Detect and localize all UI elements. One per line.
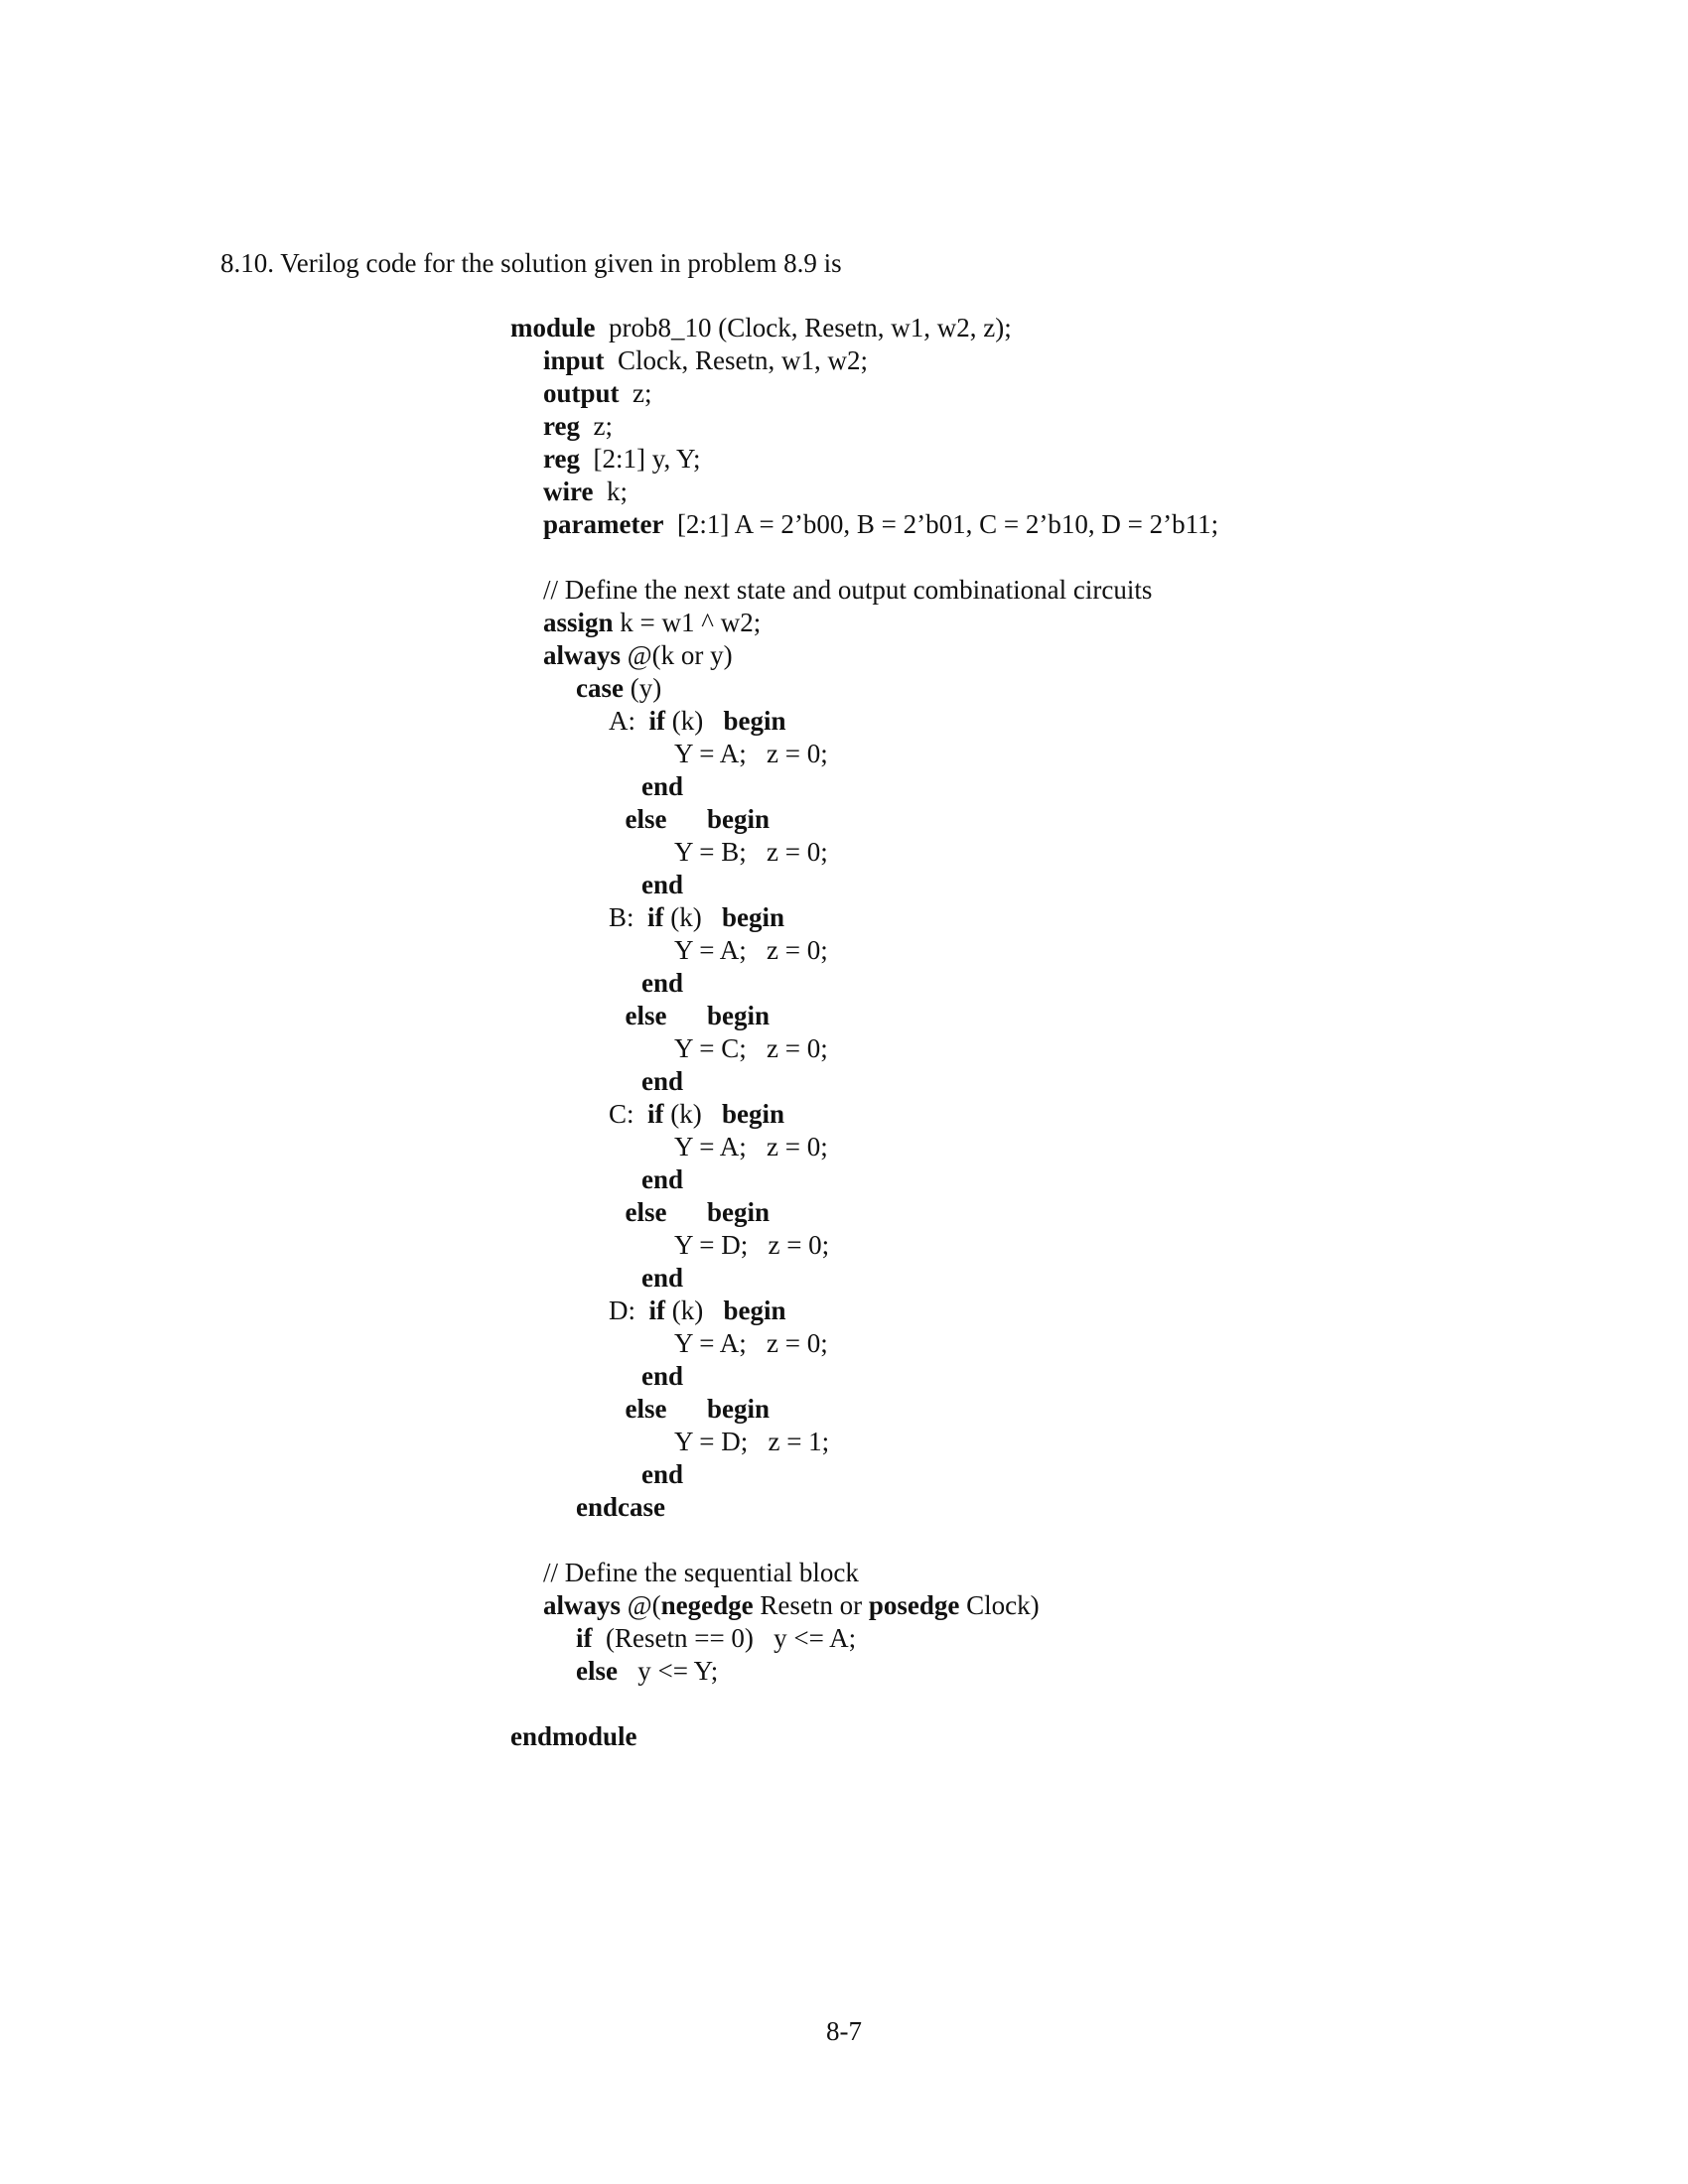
code-text: Resetn or <box>753 1590 869 1620</box>
code-keyword: always <box>543 640 622 670</box>
code-line <box>641 967 683 1000</box>
code-line <box>641 869 683 901</box>
code-keyword: else <box>625 1197 667 1227</box>
code-text: (k) <box>665 706 724 736</box>
code-line <box>626 1393 771 1426</box>
code-line <box>543 410 613 443</box>
code-text: prob8_10 (Clock, Resetn, w1, w2, z); <box>595 313 1012 342</box>
code-line <box>674 836 828 869</box>
code-keyword: posedge <box>868 1590 960 1620</box>
code-keyword: if <box>576 1623 593 1653</box>
code-keyword: else <box>625 1394 667 1424</box>
code-keyword: begin <box>706 1001 771 1030</box>
code-text: (k) <box>663 1099 722 1129</box>
code-text <box>666 804 707 834</box>
code-line <box>674 1229 829 1262</box>
code-line <box>576 1622 856 1655</box>
code-keyword: if <box>648 706 665 736</box>
code-line <box>641 1065 683 1098</box>
code-line <box>543 443 700 476</box>
code-line <box>641 1163 683 1196</box>
code-line <box>543 574 1152 607</box>
code-text: @( <box>621 1590 661 1620</box>
code-line <box>626 1196 771 1229</box>
code-line <box>626 803 771 836</box>
code-keyword: module <box>510 313 596 342</box>
code-line <box>641 1262 683 1295</box>
code-text: k; <box>593 477 628 506</box>
code-text: [2:1] y, Y; <box>579 444 701 474</box>
code-text: // Define the sequential block <box>543 1558 859 1587</box>
code-text: z; <box>579 411 613 441</box>
code-line <box>641 1360 683 1393</box>
code-keyword: begin <box>723 1296 786 1325</box>
code-text: Y = A; z = 0; <box>674 1132 828 1161</box>
code-keyword: end <box>641 1361 684 1391</box>
code-line <box>543 1557 859 1589</box>
code-text: Y = C; z = 0; <box>674 1033 828 1063</box>
code-keyword: output <box>543 378 620 408</box>
code-text: B: <box>609 902 648 932</box>
code-text: Y = D; z = 1; <box>674 1427 830 1456</box>
code-line <box>543 377 652 410</box>
code-keyword: end <box>641 1066 684 1096</box>
code-keyword: end <box>641 870 684 899</box>
code-line <box>510 1720 637 1753</box>
code-line <box>609 1098 784 1131</box>
code-text: z; <box>619 378 652 408</box>
code-text: Clock, Resetn, w1, w2; <box>604 345 869 375</box>
code-line <box>674 738 828 770</box>
code-text: (y) <box>623 673 662 703</box>
code-line <box>609 901 784 934</box>
code-text <box>666 1001 707 1030</box>
code-keyword: negedge <box>660 1590 754 1620</box>
code-keyword: end <box>641 968 684 998</box>
code-text: [2:1] A = 2’b00, B = 2’b01, C = 2’b10, D = 2’b11; <box>663 509 1219 539</box>
code-keyword: endcase <box>576 1492 665 1522</box>
code-line <box>576 1655 718 1688</box>
code-line <box>641 770 683 803</box>
code-keyword: assign <box>543 608 614 637</box>
code-line <box>609 1295 786 1327</box>
code-text: k = w1 ^ w2; <box>613 608 762 637</box>
code-text: Y = B; z = 0; <box>674 837 828 867</box>
code-line <box>576 672 661 705</box>
code-keyword: end <box>641 1459 684 1489</box>
code-line <box>543 1589 1040 1622</box>
code-keyword: else <box>576 1656 618 1686</box>
code-text: // Define the next state and output combinational circuits <box>543 575 1153 605</box>
code-text: (k) <box>663 902 722 932</box>
code-keyword: always <box>543 1590 622 1620</box>
code-keyword: endmodule <box>510 1721 637 1751</box>
code-keyword: begin <box>722 902 785 932</box>
code-keyword: end <box>641 771 684 801</box>
code-keyword: end <box>641 1263 684 1293</box>
code-keyword: if <box>648 1296 665 1325</box>
code-line <box>674 1327 828 1360</box>
code-text: D: <box>609 1296 649 1325</box>
code-line <box>641 1458 683 1491</box>
code-line <box>543 508 1218 541</box>
code-line <box>674 1426 829 1458</box>
code-keyword: case <box>576 673 624 703</box>
code-keyword: input <box>543 345 605 375</box>
code-line <box>609 705 786 738</box>
code-keyword: reg <box>543 411 580 441</box>
code-line <box>674 934 828 967</box>
code-text: Clock) <box>959 1590 1040 1620</box>
code-keyword: begin <box>723 706 786 736</box>
code-keyword: begin <box>706 804 771 834</box>
code-keyword: else <box>625 804 667 834</box>
code-text: Y = D; z = 0; <box>674 1230 830 1260</box>
code-text: @(k or y) <box>621 640 733 670</box>
code-line <box>543 639 733 672</box>
code-text: Y = A; z = 0; <box>674 1328 828 1358</box>
code-text: Y = A; z = 0; <box>674 739 828 768</box>
code-text <box>666 1394 707 1424</box>
code-text: (k) <box>665 1296 724 1325</box>
code-keyword: if <box>647 1099 664 1129</box>
code-keyword: begin <box>706 1394 771 1424</box>
code-line <box>674 1131 828 1163</box>
code-keyword: wire <box>543 477 594 506</box>
code-keyword: begin <box>722 1099 785 1129</box>
code-text: y <= Y; <box>617 1656 719 1686</box>
code-keyword: parameter <box>543 509 664 539</box>
page-number: 8-7 <box>826 2016 862 2046</box>
code-text: Y = A; z = 0; <box>674 935 828 965</box>
code-keyword: reg <box>543 444 580 474</box>
code-keyword: if <box>647 902 664 932</box>
code-line <box>626 1000 771 1032</box>
code-line <box>576 1491 665 1524</box>
code-line <box>543 607 761 639</box>
code-keyword: else <box>625 1001 667 1030</box>
code-text: A: <box>609 706 649 736</box>
code-line <box>510 312 1012 344</box>
code-line <box>674 1032 828 1065</box>
code-line <box>543 344 868 377</box>
code-text: (Resetn == 0) y <= A; <box>592 1623 857 1653</box>
code-keyword: end <box>641 1164 684 1194</box>
code-keyword: begin <box>706 1197 771 1227</box>
problem-intro: 8.10. Verilog code for the solution given in problem 8.9 is <box>220 248 842 278</box>
code-text <box>666 1197 707 1227</box>
code-text: C: <box>609 1099 648 1129</box>
code-line <box>543 476 628 508</box>
